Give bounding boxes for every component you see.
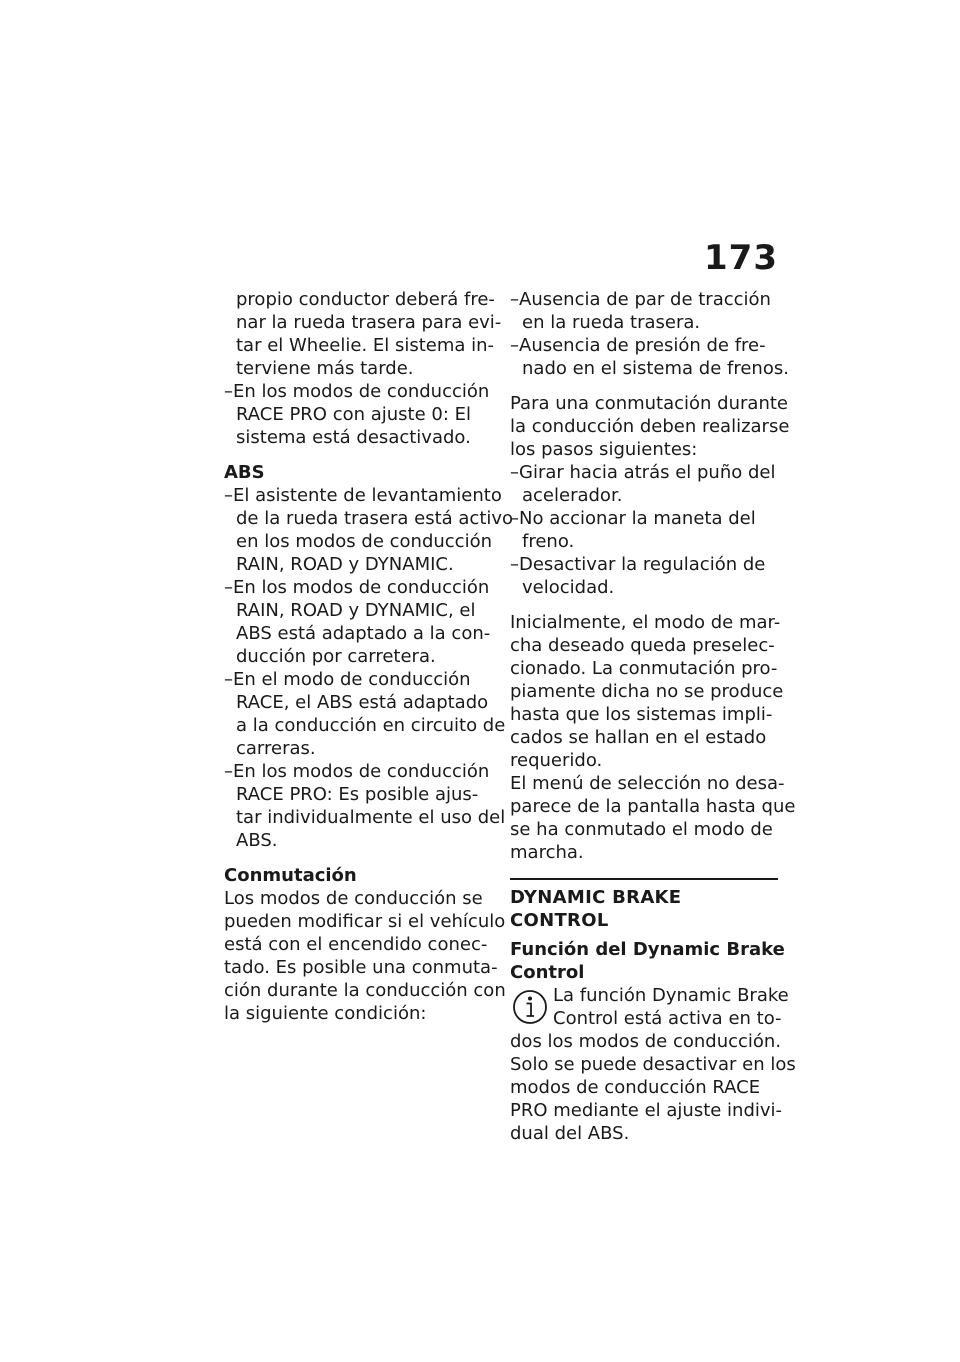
text-line: –No accionar la maneta del xyxy=(510,508,756,529)
text-line: sistema está desactivado. xyxy=(236,427,471,448)
right-column xyxy=(510,288,796,1145)
text-line: –Ausencia de presión de fre- xyxy=(510,335,766,356)
function-heading xyxy=(510,938,785,984)
text-line: –Girar hacia atrás el puño del xyxy=(510,462,776,483)
info-note xyxy=(510,984,796,1145)
text-line: RAIN, ROAD y DYNAMIC, el xyxy=(236,600,476,621)
switch-paragraph xyxy=(224,887,506,1025)
text-line: en los modos de conducción xyxy=(236,531,492,552)
text-line: carreras. xyxy=(236,738,316,759)
text-line: RACE PRO: Es posible ajus- xyxy=(236,784,479,805)
text-line: –Ausencia de par de tracción xyxy=(510,289,771,310)
text-line: tar el Wheelie. El sistema in- xyxy=(236,335,495,356)
text-line: El menú de selección no desa- xyxy=(510,773,785,794)
result-paragraph xyxy=(510,611,796,864)
text-line: Para una conmutación durante xyxy=(510,393,788,414)
info-icon xyxy=(510,986,550,1026)
text-line: piamente dicha no se produce xyxy=(510,681,784,702)
text-line: Los modos de conducción se xyxy=(224,888,483,909)
text-line: ABS está adaptado a la con- xyxy=(236,623,491,644)
text-line: terviene más tarde. xyxy=(236,358,414,379)
list-item xyxy=(510,461,778,507)
text-line: ducción por carretera. xyxy=(236,646,436,667)
text-line: dual del ABS. xyxy=(510,1123,630,1144)
text-line: freno. xyxy=(522,531,575,552)
text-line: PRO mediante el ajuste indivi- xyxy=(510,1100,783,1121)
list-item xyxy=(224,760,506,852)
text-line: –Desactivar la regulación de xyxy=(510,554,766,575)
text-line: nado en el sistema de frenos. xyxy=(522,358,789,379)
text-line: la conducción deben realizarse xyxy=(510,416,790,437)
text-line: cados se hallan en el estado xyxy=(510,727,767,748)
text-line: Función del Dynamic Brake xyxy=(510,939,785,960)
text-line: propio conductor deberá fre- xyxy=(236,289,495,310)
list-item xyxy=(510,553,778,599)
text-line: nar la rueda trasera para evi- xyxy=(236,312,502,333)
list-item xyxy=(510,288,778,334)
text-line: –El asistente de levantamiento xyxy=(224,485,502,506)
left-column xyxy=(224,288,514,1025)
text-line: hasta que los sistemas impli- xyxy=(510,704,773,725)
text-line: requerido. xyxy=(510,750,603,771)
text-line: la siguiente condición: xyxy=(224,1003,427,1024)
text-line: de la rueda trasera está activo xyxy=(236,508,514,529)
text-line: dos los modos de conducción. xyxy=(510,1031,782,1052)
text-line: parece de la pantalla hasta que xyxy=(510,796,796,817)
text-line: está con el encendido conec- xyxy=(224,934,488,955)
section-title: DYNAMIC BRAKE CONTROL xyxy=(510,878,778,932)
text-line: Control está activa en to- xyxy=(553,1008,782,1029)
text-line: ción durante la conducción con xyxy=(224,980,506,1001)
text-line: Solo se puede desactivar en los xyxy=(510,1054,796,1075)
text-line: acelerador. xyxy=(522,485,623,506)
text-line: los pasos siguientes: xyxy=(510,439,698,460)
abs-heading: ABS xyxy=(224,462,265,483)
text-line: ABS. xyxy=(236,830,278,851)
list-item xyxy=(224,484,514,576)
text-line: velocidad. xyxy=(522,577,615,598)
switch-heading: Conmutación xyxy=(224,865,357,886)
steps-intro xyxy=(510,392,790,461)
text-line: Control xyxy=(510,962,585,983)
list-item xyxy=(510,507,778,553)
text-line: –En los modos de conducción xyxy=(224,381,490,402)
text-line: –En el modo de conducción xyxy=(224,669,471,690)
list-item xyxy=(224,668,506,760)
text-line: RAIN, ROAD y DYNAMIC. xyxy=(236,554,454,575)
text-line: RACE PRO con ajuste 0: El xyxy=(236,404,472,425)
text-line: cha deseado queda preselec- xyxy=(510,635,775,656)
text-line: RACE, el ABS está adaptado xyxy=(236,692,489,713)
text-line: cionado. La conmutación pro- xyxy=(510,658,778,679)
list-item xyxy=(510,334,789,380)
text-line: modos de conducción RACE xyxy=(510,1077,761,1098)
text-line: tar individualmente el uso del xyxy=(236,807,506,828)
text-line: marcha. xyxy=(510,842,584,863)
text-line: pueden modificar si el vehículo xyxy=(224,911,506,932)
text-line: –En los modos de conducción xyxy=(224,577,490,598)
text-line: se ha conmutado el modo de xyxy=(510,819,773,840)
list-item xyxy=(224,380,490,449)
list-item xyxy=(224,576,490,668)
text-line: en la rueda trasera. xyxy=(522,312,701,333)
text-line: a la conducción en circuito de xyxy=(236,715,506,736)
page-number: 173 xyxy=(704,238,778,278)
intro-paragraph xyxy=(224,288,502,380)
text-line: tado. Es posible una conmuta- xyxy=(224,957,498,978)
text-line: La función Dynamic Brake xyxy=(553,985,789,1006)
text-line: Inicialmente, el modo de mar- xyxy=(510,612,781,633)
text-line: –En los modos de conducción xyxy=(224,761,490,782)
